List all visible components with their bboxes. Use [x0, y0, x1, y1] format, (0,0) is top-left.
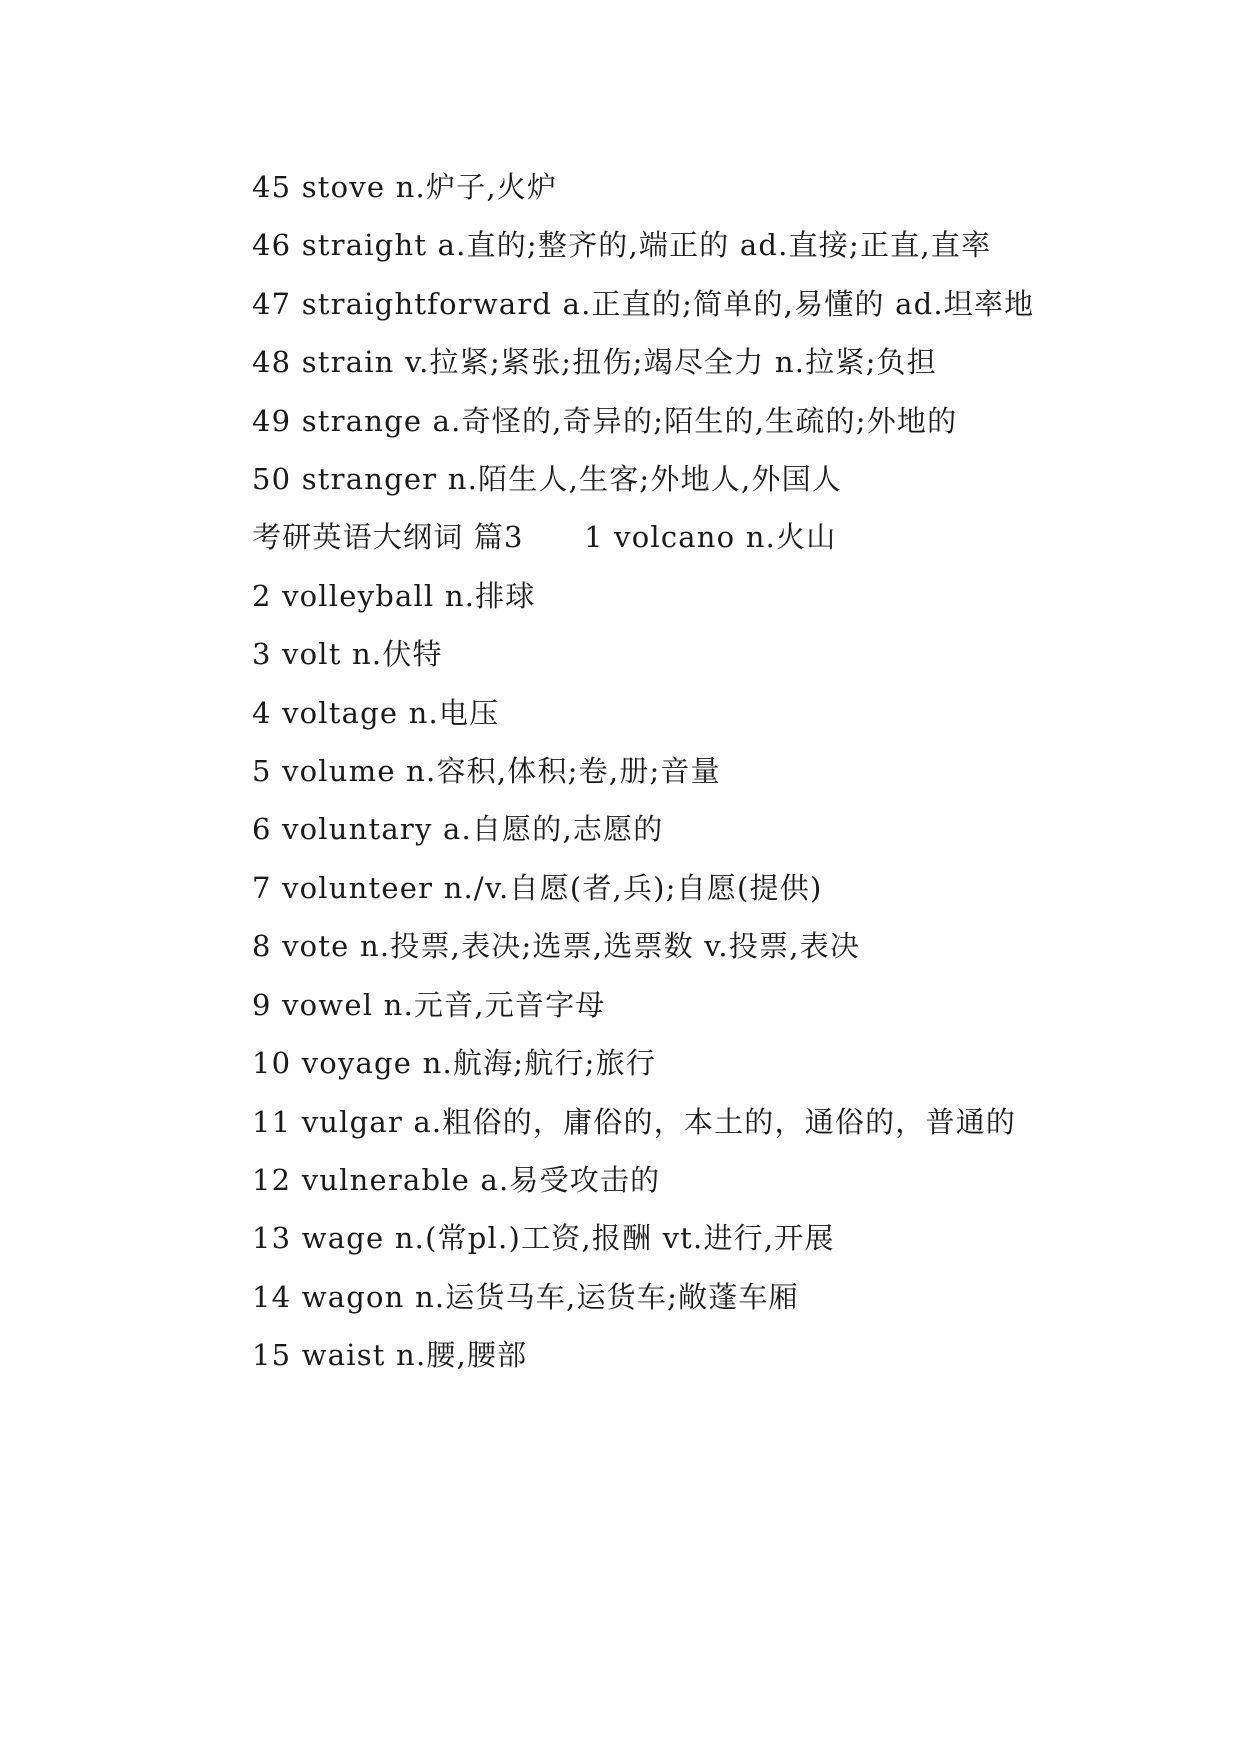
entry-12-vulnerable: 12 vulnerable a.易受攻击的 — [252, 1162, 661, 1197]
entry-13-wage: 13 wage n.(常pl.)工资,报酬 vt.进行,开展 — [252, 1221, 835, 1256]
entry-2-volleyball: 2 volleyball n.排球 — [252, 578, 536, 613]
entry-49-strange: 49 strange a.奇怪的,奇异的;陌生的,生疏的;外地的 — [252, 403, 958, 438]
entry-4-voltage: 4 voltage n.电压 — [252, 695, 500, 730]
entry-10-voyage: 10 voyage n.航海;航行;旅行 — [252, 1046, 657, 1081]
entry-8-vote: 8 vote n.投票,表决;选票,选票数 v.投票,表决 — [252, 929, 861, 964]
entry-48-strain: 48 strain v.拉紧;紧张;扭伤;竭尽全力 n.拉紧;负担 — [252, 345, 937, 380]
entry-15-waist: 15 waist n.腰,腰部 — [252, 1338, 528, 1373]
entry-3-volt: 3 volt n.伏特 — [252, 637, 443, 672]
entry-47-straightforward: 47 straightforward a.正直的;简单的,易懂的 ad.坦率地 — [252, 286, 1035, 321]
entry-46-straight: 46 straight a.直的;整齐的,端正的 ad.直接;正直,直率 — [252, 228, 992, 263]
entry-7-volunteer: 7 volunteer n./v.自愿(者,兵);自愿(提供) — [252, 870, 823, 905]
entry-50-stranger: 50 stranger n.陌生人,生客;外地人,外国人 — [252, 462, 842, 497]
vocabulary-list — [190, 158, 1050, 1385]
entry-45-stove: 45 stove n.炉子,火炉 — [252, 170, 558, 204]
entry-11-vulgar: 11 vulgar a.粗俗的，庸俗的，本土的，通俗的，普通的 — [252, 1104, 1017, 1139]
section-heading-and-entry-1-volcano: 考研英语大纲词 篇3 1 volcano n.火山 — [252, 520, 837, 555]
entry-14-wagon: 14 wagon n.运货马车,运货车;敞蓬车厢 — [252, 1279, 799, 1314]
entry-5-volume: 5 volume n.容积,体积;卷,册;音量 — [252, 754, 721, 789]
entry-6-voluntary: 6 voluntary a.自愿的,志愿的 — [252, 812, 664, 847]
entry-9-vowel: 9 vowel n.元音,元音字母 — [252, 987, 606, 1022]
